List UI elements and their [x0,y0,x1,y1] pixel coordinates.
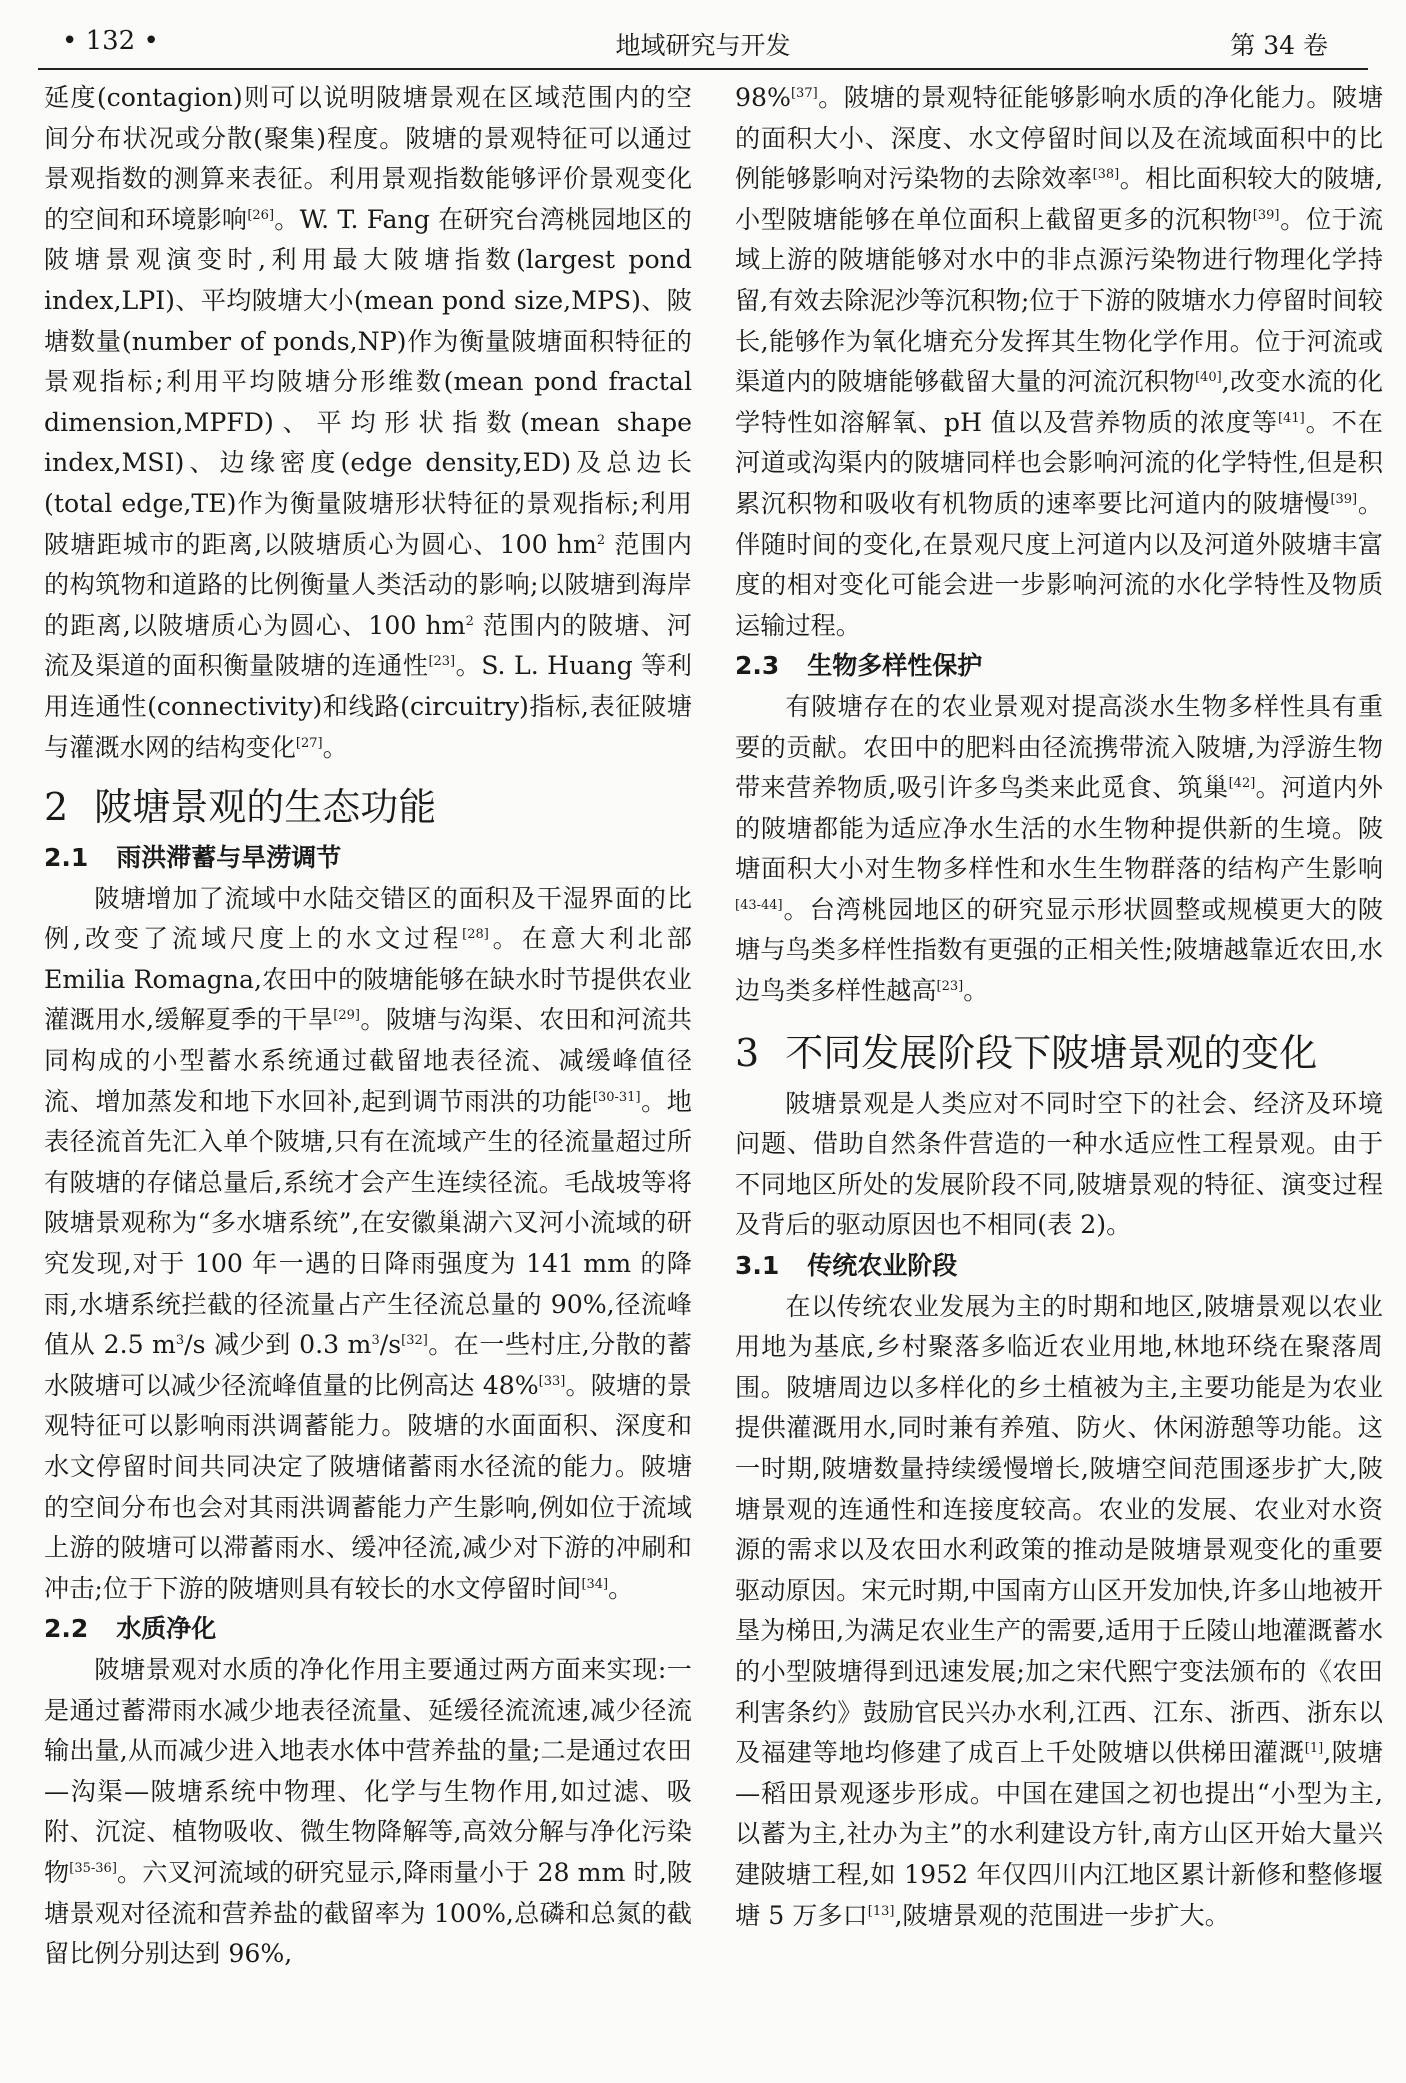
superscript: [29] [333,1008,360,1024]
text-run: 。相比面积较大的陂塘,小型陂塘能够在单位面积上截留更多的沉积物 [735,164,1384,234]
text-run: 陂塘景观对水质的净化作用主要通过两方面来实现:一是通过蓄滞雨水减少地表径流量、延缓径流流速,减少径流输出量,从而减少进入地表水体中营养盐的量;二是通过农田—沟渠—陂塘系统中物理、化学与生物作用,如过滤、吸附、沉淀、植物吸收、微生物降解等,高效分解与净化污染物 [44,1654,692,1887]
superscript: [30-31] [592,1089,641,1105]
superscript: 2 [596,532,606,548]
superscript: 2 [465,613,474,629]
paragraph [735,687,1383,1012]
superscript: [38] [1092,167,1120,183]
text-run: 。 [608,1573,634,1603]
superscript: [41] [1278,410,1305,426]
text-run: 范围内的构筑物和道路的比例衡量人类活动的影响;以陂塘到海岸的距离,以陂塘质心为圆心、100 hm [44,529,692,640]
running-header [38,18,1368,70]
section-heading [44,776,692,838]
text-run: 有陂塘存在的农业景观对提高淡水生物多样性具有重要的贡献。农田中的肥料由径流携带流入陂塘,为浮游生物带来营养物质,吸引许多鸟类来此觅食、筑巢 [735,691,1383,803]
subsection-title: 生物多样性保护 [807,651,983,681]
section-title: 不同发展阶段下陂塘景观的变化 [785,1030,1318,1075]
text-run: ,陂塘景观的范围进一步扩大。 [894,1900,1230,1930]
text-run: 。伴随时间的变化,在景观尺度上河道内以及河道外陂塘丰富度的相对变化可能会进一步影响河流的水化学特性及物质运输过程。 [735,488,1384,640]
page-number: • 132 • [62,26,159,56]
volume-label: 第 34 卷 [1230,31,1328,60]
text-run: ,陂塘—稻田景观逐步形成。中国在建国之初也提出“小型为主,以蓄为主,社办为主”的水利建设方针,南方山区开始大量兴建陂塘工程,如 1952 年仅四川内江地区累计新修和整修堰塘 5 万多口 [735,1738,1383,1930]
superscript: [28] [462,927,489,943]
paragraph [44,78,692,768]
left-column [44,78,692,1975]
superscript: [40] [1194,370,1222,386]
text-run: 。S. L. Huang 等利用连通性(connectivity)和线路(circuitry)指标,表征陂塘与灌溉水网的结构变化 [44,651,692,762]
text-run: 。陂塘的景观特征能够影响水质的净化能力。陂塘的面积大小、深度、水文停留时间以及在流域面积中的比例能够影响对污染物的去除效率 [735,83,1383,194]
text-run: 陂塘景观是人类应对不同时空下的社会、经济及环境问题、借助自然条件营造的一种水适应性工程景观。由于不同地区所处的发展阶段不同,陂塘景观的特征、演变过程及背后的驱动原因也不相同(表 2)。 [735,1088,1383,1240]
superscript: [37] [790,86,818,101]
journal-title: 地域研究与开发 [615,31,791,60]
subsection-heading [735,646,1383,687]
paragraph [735,78,1383,646]
subsection-title: 雨洪滞蓄与旱涝调节 [116,843,342,873]
text-run: 。 [963,976,989,1006]
text-run: 98% [735,83,791,112]
superscript: [39] [1252,207,1280,223]
superscript: [23] [936,979,964,995]
subsection-heading [44,838,692,879]
text-run: 。W. T. Fang 在研究台湾桃园地区的陂塘景观演变时,利用最大陂塘指数(largest pond index,LPI)、平均陂塘大小(mean pond size,MPS)、陂塘数量(number of ponds,NP)作为衡量陂塘面积特征的景观指标;利用平均陂塘分形维数(mean pond fractal dimension,MPFD)、平均形状指数(mean shape index,MSI)、边缘密度(edge density,ED)及总边长(total edge,TE)作为衡量陂塘形状特征的景观指标;利用陂塘距城市的距离,以陂塘质心为圆心、100 hm [44,204,692,559]
subsection-heading [735,1246,1383,1287]
section-number: 3 [735,1030,760,1075]
paragraph [44,1650,692,1975]
text-run: 陂塘增加了流域中水陆交错区的面积及干湿界面的比例,改变了流域尺度上的水文过程 [44,883,692,954]
subsection-number: 2.2 [44,1614,89,1644]
superscript: [43-44] [735,897,783,913]
text-run: 。台湾桃园地区的研究显示形状圆整或规模更大的陂塘与鸟类多样性指数有更强的正相关性;陂塘越靠近农田,水边鸟类多样性越高 [735,894,1383,1006]
superscript: 3 [175,1333,185,1349]
superscript: [1] [1304,1741,1324,1757]
text-run: 。位于流域上游的陂塘能够对水中的非点源污染物进行物理化学持留,有效去除泥沙等沉积物;位于下游的陂塘水力停留时间较长,能够作为氧化塘充分发挥其生物化学作用。位于河流或渠道内的陂塘能够截留大量的河流沉积物 [735,204,1384,397]
section-heading [735,1022,1383,1084]
subsection-heading [44,1609,692,1650]
superscript: 3 [371,1333,380,1349]
text-run: 。 [322,732,348,762]
section-title: 陂塘景观的生态功能 [94,785,437,830]
superscript: [23] [428,654,456,670]
text-run: 。六叉河流域的研究显示,降雨量小于 28 mm 时,陂塘景观对径流和营养盐的截留率为 100%,总磷和总氮的截留比例分别达到 96%, [44,1857,693,1969]
superscript: [27] [295,735,323,751]
right-column [735,78,1383,1936]
text-run: 。在意大利北部 Emilia Romagna,农田中的陂塘能够在缺水时节提供农业灌溉用水,缓解夏季的干旱 [44,924,692,1035]
subsection-title: 传统农业阶段 [807,1251,958,1281]
text-run: 范围内的陂塘、河流及渠道的面积衡量陂塘的连通性 [44,610,692,681]
text-run: 在以传统农业发展为主的时期和地区,陂塘景观以农业用地为基底,乡村聚落多临近农业用地,林地环绕在聚落周围。陂塘周边以多样化的乡土植被为主,主要功能是为农业提供灌溉用水,同时兼有养殖、防火、休闲游憩等功能。这一时期,陂塘数量持续缓慢增长,陂塘空间范围逐步扩大,陂塘景观的连通性和连接度较高。农业的发展、农业对水资源的需求以及农田水利政策的推动是陂塘景观变化的重要驱动原因。宋元时期,中国南方山区开发加快,许多山地被开垦为梯田,为满足农业生产的需要,适用于丘陵山地灌溉蓄水的小型陂塘得到迅速发展;加之宋代熙宁变法颁布的《农田利害条约》鼓励官民兴办水利,江西、江东、浙西、浙东以及福建等地均修建了成百上千处陂塘以供梯田灌溉 [735,1291,1383,1768]
text-run: 。陂塘的景观特征可以影响雨洪调蓄能力。陂塘的水面面积、深度和水文停留时间共同决定了陂塘储蓄雨水径流的能力。陂塘的空间分布也会对其雨洪调蓄能力产生影响,例如位于流域上游的陂塘可以滞蓄雨水、缓冲径流,减少对下游的冲刷和冲击;位于下游的陂塘则具有较长的水文停留时间 [44,1370,692,1603]
text-run: 。不在河道或沟渠内的陂塘同样也会影响河流的化学特性,但是积累沉积物和吸收有机物质的速率要比河道内的陂塘慢 [735,407,1383,518]
superscript: [34] [581,1576,609,1592]
superscript: [26] [247,207,275,223]
superscript: [35-36] [69,1860,117,1876]
text-run: 。地表径流首先汇入单个陂塘,只有在流域产生的径流量超过所有陂塘的存储总量后,系统才会产生连续径流。毛战坡等将陂塘景观称为“多水塘系统”,在安徽巢湖六叉河小流域的研究发现,对于 100 年一遇的日降雨强度为 141 mm 的降雨,水塘系统拦截的径流量占产生径流总量的 90%,径流峰值从 2.5 m [44,1086,692,1360]
paragraph [44,879,692,1610]
section-number: 2 [44,785,69,830]
text-run: 。陂塘与沟渠、农田和河流共同构成的小型蓄水系统通过截留地表径流、减缓峰值径流、增加蒸发和地下水回补,起到调节雨洪的功能 [44,1005,692,1116]
subsection-title: 水质净化 [116,1614,217,1644]
text-run: /s 减少到 0.3 m [184,1330,372,1360]
superscript: [13] [867,1903,895,1919]
text-run: 。在一些村庄,分散的蓄水陂塘可以减少径流峰值量的比例高达 48% [44,1330,693,1400]
text-run: /s [379,1330,402,1360]
subsection-number: 2.1 [44,843,89,873]
paragraph [735,1287,1383,1937]
text-run: 延度(contagion)则可以说明陂塘景观在区域范围内的空间分布状况或分散(聚集)程度。陂塘的景观特征可以通过景观指数的测算来表征。利用景观指数能够评价景观变化的空间和环境影响 [44,83,692,234]
text-run: ,改变水流的化学特性如溶解氧、pH 值以及营养物质的浓度等 [735,367,1384,437]
superscript: [39] [1330,491,1358,507]
subsection-number: 3.1 [735,1251,780,1281]
text-run: 。河道内外的陂塘都能为适应净水生活的水生物种提供新的生境。陂塘面积大小对生物多样性和水生生物群落的结构产生影响 [735,773,1383,884]
superscript: [32] [401,1333,428,1349]
paragraph [735,1084,1383,1246]
superscript: [33] [538,1373,566,1389]
superscript: [42] [1228,776,1256,792]
subsection-number: 2.3 [735,651,780,681]
